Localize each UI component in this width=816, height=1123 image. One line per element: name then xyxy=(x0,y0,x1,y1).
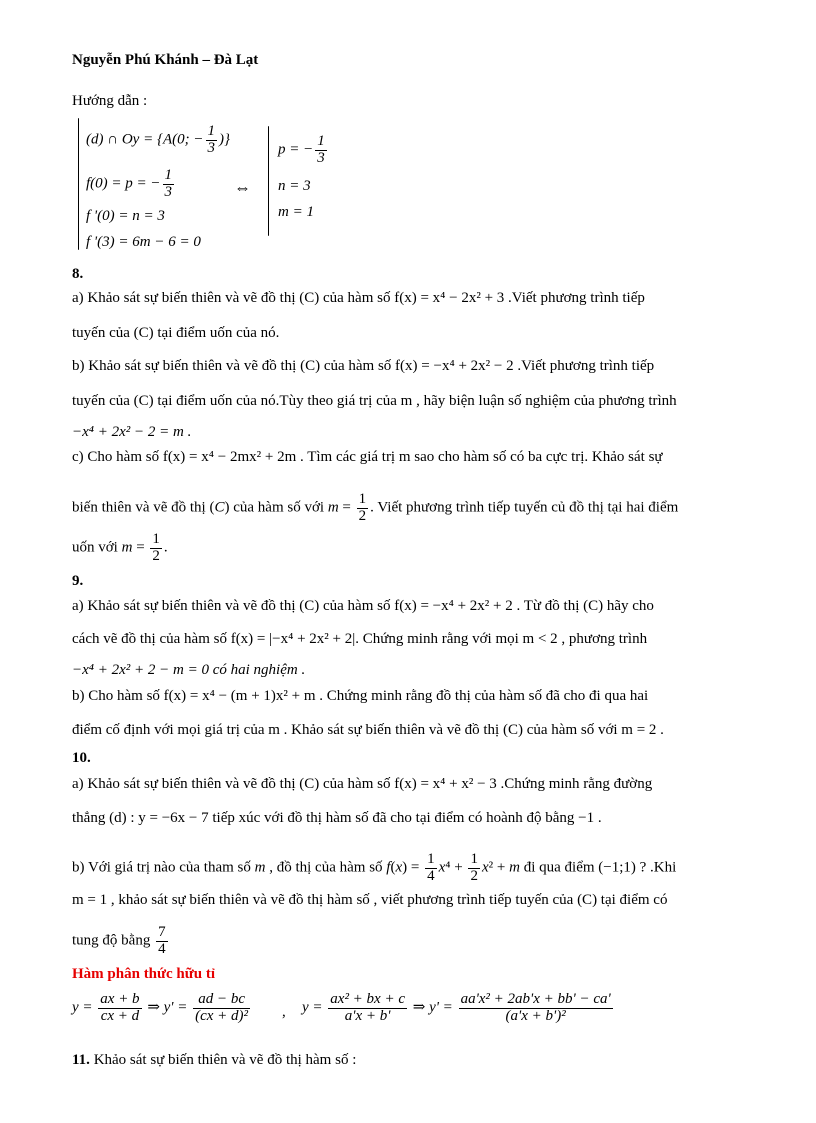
formula-rational-2: y = $\frac{\text{ax² + bx + c}}{a'x + b'}$ ⇒ y' = $\frac{\text{aa'x² + 2ab'x + bb' − ca'}}{\text{(a'x + b')²}}$ xyxy=(302,991,611,1024)
formula-rational-1: y = $\frac{ax + b}{cx + d}$ ⇒ y' = $\frac{ad - bc}{\text{(cx + d)²}}$ xyxy=(72,991,249,1024)
guide-right-line-3: m = 1 xyxy=(278,204,314,220)
question-9-number: 9. xyxy=(72,573,84,589)
question-8c-cont: biến thiên và vẽ đồ thị (C) của hàm số với m = $\frac{1}{2}$ . Viết phương trình tiếp tuyến củ đồ thị tại hai điểm xyxy=(72,491,679,524)
guide-label: Hướng dẫn : xyxy=(72,93,148,109)
question-9a-cont: cách vẽ đồ thị của hàm số f(x) = |−x⁴ + 2x² + 2|. Chứng minh rằng với mọi m < 2 , phương trình xyxy=(72,631,648,647)
question-9a-equation: −x⁴ + 2x² + 2 − m = 0 có hai nghiệm . xyxy=(72,662,306,678)
question-10a-cont: thẳng (d) : y = −6x − 7 tiếp xúc với đồ thị hàm số đã cho tại điểm có hoành độ bằng −1 . xyxy=(72,810,602,826)
question-10b-end: tung độ bằng $\frac{7}{4}$ xyxy=(72,924,166,957)
question-9b-cont: điểm cố định với mọi giá trị của m . Khảo sát sự biến thiên và vẽ đồ thị (C) của hàm số với m = 2 . xyxy=(72,722,664,738)
guide-right-line-1: p = − $\frac{1}{3}$ xyxy=(278,133,325,166)
guide-left-line-1: (d) ∩ Oy = {A(0; − $\frac{1}{3}$ )} xyxy=(86,123,230,156)
guide-right-line-2: n = 3 xyxy=(278,178,311,194)
guide-left-line-3: f '(0) = n = 3 xyxy=(86,208,165,224)
question-11 xyxy=(72,1052,356,1069)
question-10b: b) Với giá trị nào của tham số m , đồ thị của hàm số f(x) = $\frac{1}{4}$ x⁴ + $\frac{1}{2}$ x² + m đi qua điểm (−1;1) ? .Khi xyxy=(72,851,677,884)
question-9a: a) Khảo sát sự biến thiên và vẽ đồ thị (C) của hàm số f(x) = −x⁴ + 2x² + 2 . Từ đồ thị (C) hãy cho xyxy=(72,598,654,614)
question-8a-cont: tuyến của (C) tại điểm uốn của nó. xyxy=(72,325,280,341)
question-11-text: Khảo sát sự biến thiên và vẽ đồ thị hàm số : xyxy=(93,1052,357,1068)
question-8b: b) Khảo sát sự biến thiên và vẽ đồ thị (C) của hàm số f(x) = −x⁴ + 2x² − 2 .Viết phương trình tiếp xyxy=(72,358,655,374)
question-9b: b) Cho hàm số f(x) = x⁴ − (m + 1)x² + m . Chứng minh rằng đồ thị của hàm số đã cho đi qua hai xyxy=(72,688,649,704)
equivalence-symbol: ⇔ xyxy=(234,178,251,197)
question-8c: c) Cho hàm số f(x) = x⁴ − 2mx² + 2m . Tìm các giá trị m sao cho hàm số có ba cực trị. Khảo sát sự xyxy=(72,449,663,465)
question-8b-cont: tuyến của (C) tại điểm uốn của nó.Tùy theo giá trị của m , hãy biện luận số nghiệm của phương trình xyxy=(72,393,677,409)
section-title: Hàm phân thức hữu tỉ xyxy=(72,966,216,982)
question-8c-end: uốn với m = $\frac{1}{2}$ . xyxy=(72,531,168,564)
guide-left-line-2: f(0) = p = − $\frac{1}{3}$ xyxy=(86,167,173,200)
question-8a: a) Khảo sát sự biến thiên và vẽ đồ thị (C) của hàm số f(x) = x⁴ − 2x² + 3 .Viết phương trình tiếp xyxy=(72,290,645,306)
question-8-number: 8. xyxy=(72,266,84,282)
question-10b-cont: m = 1 , khảo sát sự biến thiên và vẽ đồ thị hàm số , viết phương trình tiếp tuyến của (C) tại điểm có xyxy=(72,892,668,908)
page-header: Nguyễn Phú Khánh – Đà Lạt xyxy=(72,52,259,68)
question-11-number: 11. xyxy=(72,1052,90,1068)
formula-separator: , xyxy=(282,1004,286,1020)
question-8b-equation: −x⁴ + 2x² − 2 = m . xyxy=(72,424,192,440)
guide-left-line-4: f '(3) = 6m − 6 = 0 xyxy=(86,234,201,250)
question-10a: a) Khảo sát sự biến thiên và vẽ đồ thị (C) của hàm số f(x) = x⁴ + x² − 3 .Chứng minh rằng đường xyxy=(72,776,653,792)
question-10-number: 10. xyxy=(72,750,91,766)
